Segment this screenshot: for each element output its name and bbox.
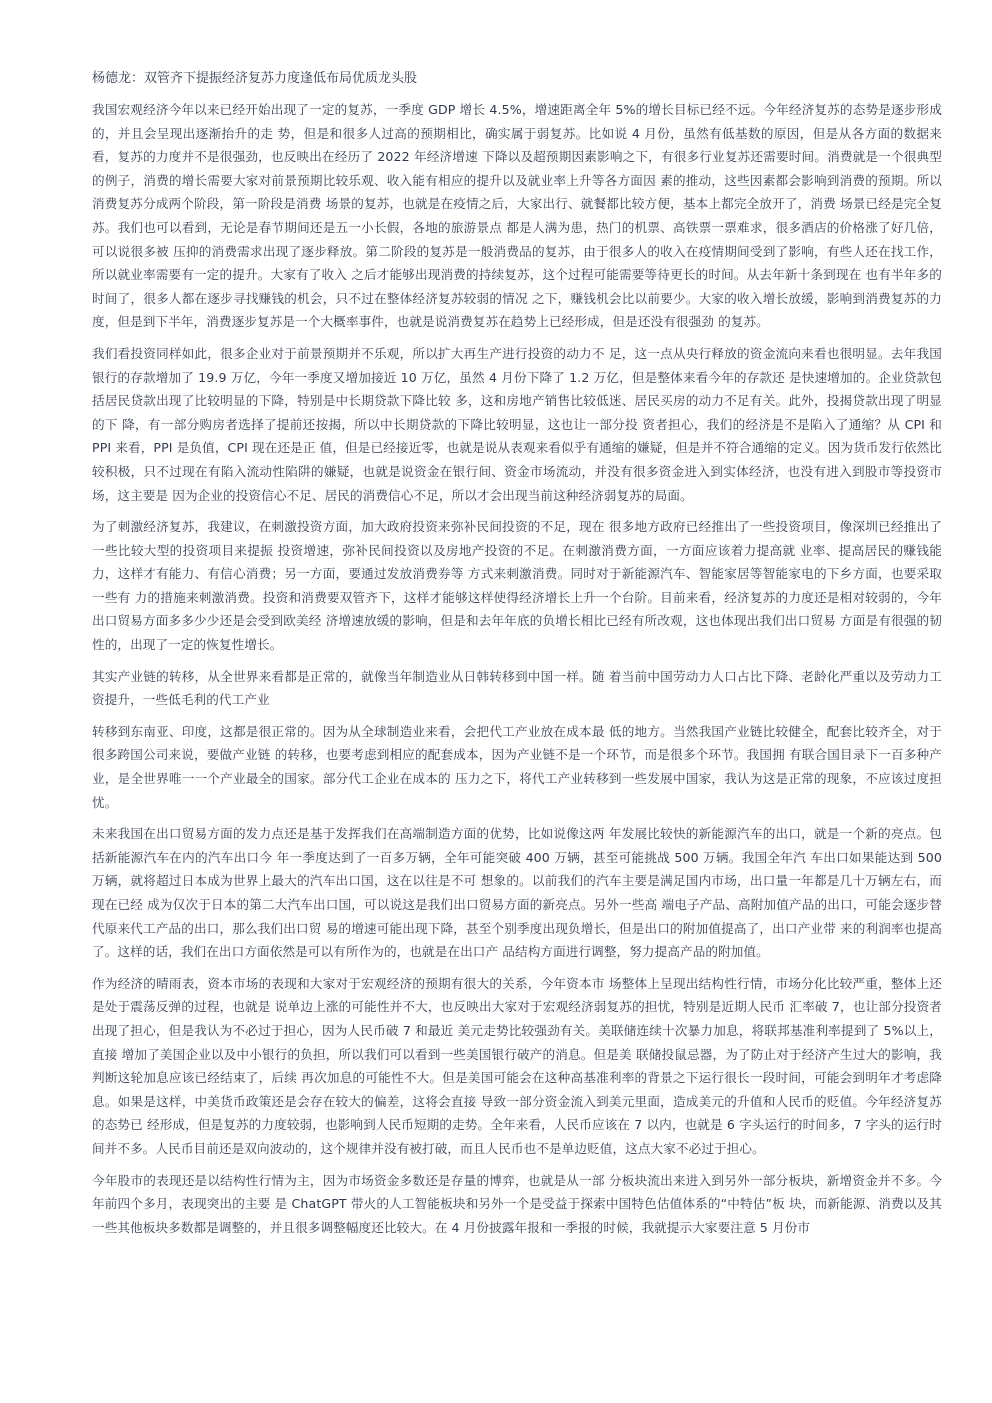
paragraph-5: 转移到东南亚、印度，这都是很正常的。因为从全球制造业来看，会把代工产业放在成本最 低的地方。当然我国产业链比较健全，配套比较齐全，对于很多跨国公司来说，要做产业链 的转移，也要考虑到相应的配套成本，因为产业链不是一个环节，而是很多个环节。我国拥 有联合国目录下一百多种产业，是全世界唯一一个产业最全的国家。部分代工企业在成本的 压力之下，将代工产业转移到一些发展中国家，我认为这是正常的现象，不应该过度担忧。 xyxy=(92,723,942,810)
document-page xyxy=(92,68,942,1247)
paragraph-1: 我国宏观经济今年以来已经开始出现了一定的复苏，一季度 GDP 增长 4.5%，增速距离全年 5%的增长目标已经不远。今年经济复苏的态势是逐步形成的，并且会呈现出逐渐抬升的走 势，但是和很多人过高的预期相比，确实属于弱复苏。比如说 4 月份，虽然有低基数的原因，但是从各方面的数据来看，复苏的力度并不是很强劲，也反映出在经历了 2022 年经济增速 下降以及超预期因素影响之下，有很多行业复苏还需要时间。消费就是一个很典型的例子，消费的增长需要大家对前景预期比较乐观、收入能有相应的提升以及就业率上升等各方面因 素的推动，这些因素都会影响到消费的预期。所以消费复苏分成两个阶段，第一阶段是消费 场景的复苏，也就是在疫情之后，大家出行、就餐都比较方便，基本上都完全放开了，消费 场景已经是完全复苏。我们也可以看到，无论是春节期间还是五一小长假，各地的旅游景点 都是人满为患，热门的机票、高铁票一票难求，很多酒店的价格涨了好几倍，可以说很多被 压抑的消费需求出现了逐步释放。第二阶段的复苏是一般消费品的复苏，由于很多人的收入在疫情期间受到了影响，有些人还在找工作，所以就业率需要有一定的提升。大家有了收入 之后才能够出现消费的持续复苏，这个过程可能需要等待更长的时间。从去年新十条到现在 也有半年多的时间了，很多人都在逐步寻找赚钱的机会，只不过在整体经济复苏较弱的情况 之下，赚钱机会比以前要少。大家的收入增长放缓，影响到消费复苏的力度，但是到下半年，消费逐步复苏是一个大概率事件，也就是说消费复苏在趋势上已经形成，但是还没有很强劲 的复苏。 xyxy=(92,102,942,330)
paragraph-7: 作为经济的晴雨表，资本市场的表现和大家对于宏观经济的预期有很大的关系，今年资本市 场整体上呈现出结构性行情，市场分化比较严重，整体上还是处于震荡反弹的过程，也就是 说单边上涨的可能性并不大，也反映出大家对于宏观经济弱复苏的担忧，特别是近期人民币 汇率破 7，也让部分投资者出现了担心，但是我认为不必过于担心，因为人民币破 7 和最近 美元走势比较强劲有关。美联储连续十次暴力加息，将联邦基准利率提到了 5%以上，直接 增加了美国企业以及中小银行的负担，所以我们可以看到一些美国银行破产的消息。但是美 联储投鼠忌器，为了防止对于经济产生过大的影响，我判断这轮加息应该已经结束了，后续 再次加息的可能性不大。但是美国可能会在这种高基准利率的背景之下运行很长一段时间，可能会到明年才考虑降息。如果是这样，中美货币政策还是会存在较大的偏差，这将会直接 导致一部分资金流入到美元里面，造成美元的升值和人民币的贬值。今年经济复苏的态势已 经形成，但是复苏的力度较弱，也影响到人民币短期的走势。全年来看，人民币应该在 7 以内，也就是 6 字头运行的时间多，7 字头的运行时间并不多。人民币目前还是双向波动的，这个规律并没有被打破，而且人民币也不是单边贬值，这点大家不必过于担心。 xyxy=(92,975,942,1156)
paragraph-6: 未来我国在出口贸易方面的发力点还是基于发挥我们在高端制造方面的优势，比如说像这两 年发展比较快的新能源汽车的出口，就是一个新的亮点。包括新能源汽车在内的汽车出口今 年一季度达到了一百多万辆，全年可能突破 400 万辆，甚至可能挑战 500 万辆。我国全年汽 车出口如果能达到 500 万辆，就将超过日本成为世界上最大的汽车出口国，这在以往是不可 想象的。以前我们的汽车主要是满足国内市场，出口量一年都是几十万辆左右，而现在已经 成为仅次于日本的第二大汽车出口国，可以说这是我们出口贸易方面的新亮点。另外一些高 端电子产品、高附加值产品的出口，可能会逐步替代原来代工产品的出口，那么我们出口贸 易的增速可能出现下降，甚至个别季度出现负增长，但是出口的附加值提高了，出口产业带 来的利润率也提高了。这样的话，我们在出口方面依然是可以有所作为的，也就是在出口产 品结构方面进行调整，努力提高产品的附加值。 xyxy=(92,826,942,960)
paragraph-8: 今年股市的表现还是以结构性行情为主，因为市场资金多数还是存量的博弈，也就是从一部 分板块流出来进入到另外一部分板块，新增资金并不多。今年前四个多月，表现突出的主要 是 ChatGPT 带火的人工智能板块和另外一个是受益于探索中国特色估值体系的“中特估”板 块，而新能源、消费以及其一些其他板块多数都是调整的，并且很多调整幅度还比较大。在 4 月份披露年报和一季报的时候，我就提示大家要注意 5 月份市 xyxy=(92,1172,942,1235)
paragraph-3: 为了刺激经济复苏，我建议，在刺激投资方面，加大政府投资来弥补民间投资的不足，现在 很多地方政府已经推出了一些投资项目，像深圳已经推出了一些比较大型的投资项目来提振 投资增速，弥补民间投资以及房地产投资的不足。在刺激消费方面，一方面应该着力提高就 业率、提高居民的赚钱能力，这样才有能力、有信心消费；另一方面，要通过发放消费券等 方式来刺激消费。同时对于新能源汽车、智能家居等智能家电的下乡方面，也要采取一些有 力的措施来刺激消费。投资和消费要双管齐下，这样才能够这样使得经济增长上升一个台阶。目前来看，经济复苏的力度还是相对较弱的，今年出口贸易方面多多少少还是会受到欧美经 济增速放缓的影响，但是和去年年底的负增长相比已经有所改观，这也体现出我们出口贸易 方面是有很强的韧性的，出现了一定的恢复性增长。 xyxy=(92,519,942,653)
paragraph-4: 其实产业链的转移，从全世界来看都是正常的，就像当年制造业从日韩转移到中国一样。随 着当前中国劳动力人口占比下降、老龄化严重以及劳动力工资提升，一些低毛利的代工产业 xyxy=(92,668,942,708)
article-title: 杨德龙：双管齐下提振经济复苏力度逢低布局优质龙头股 xyxy=(92,71,418,86)
paragraph-2: 我们看投资同样如此，很多企业对于前景预期并不乐观，所以扩大再生产进行投资的动力不 足，这一点从央行释放的资金流向来看也很明显。去年我国银行的存款增加了 19.9 万亿，今年一季度又增加接近 10 万亿，虽然 4 月份下降了 1.2 万亿，但是整体来看今年的存款还 是快速增加的。企业贷款包括居民贷款出现了比较明显的下降，特别是中长期贷款下降比较 多，这和房地产销售比较低迷、居民买房的动力不足有关。此外，投揭贷款出现了明显的下 降，有一部分购房者选择了提前还按揭，所以中长期贷款的下降比较明显，这也让一部分投 资者担心，我们的经济是不是陷入了通缩？从 CPI 和 PPI 来看，PPI 是负值，CPI 现在还是正 值，但是已经接近零，也就是说从表观来看似乎有通缩的嫌疑，但是并不符合通缩的定义。因为货币发行依然比较积极，只不过现在有陷入流动性陷阱的嫌疑，也就是说资金在银行间、资金市场流动，并没有很多资金进入到实体经济，也没有进入到股市等投资市场，这主要是 因为企业的投资信心不足、居民的消费信心不足，所以才会出现当前这种经济弱复苏的局面。 xyxy=(92,345,942,503)
